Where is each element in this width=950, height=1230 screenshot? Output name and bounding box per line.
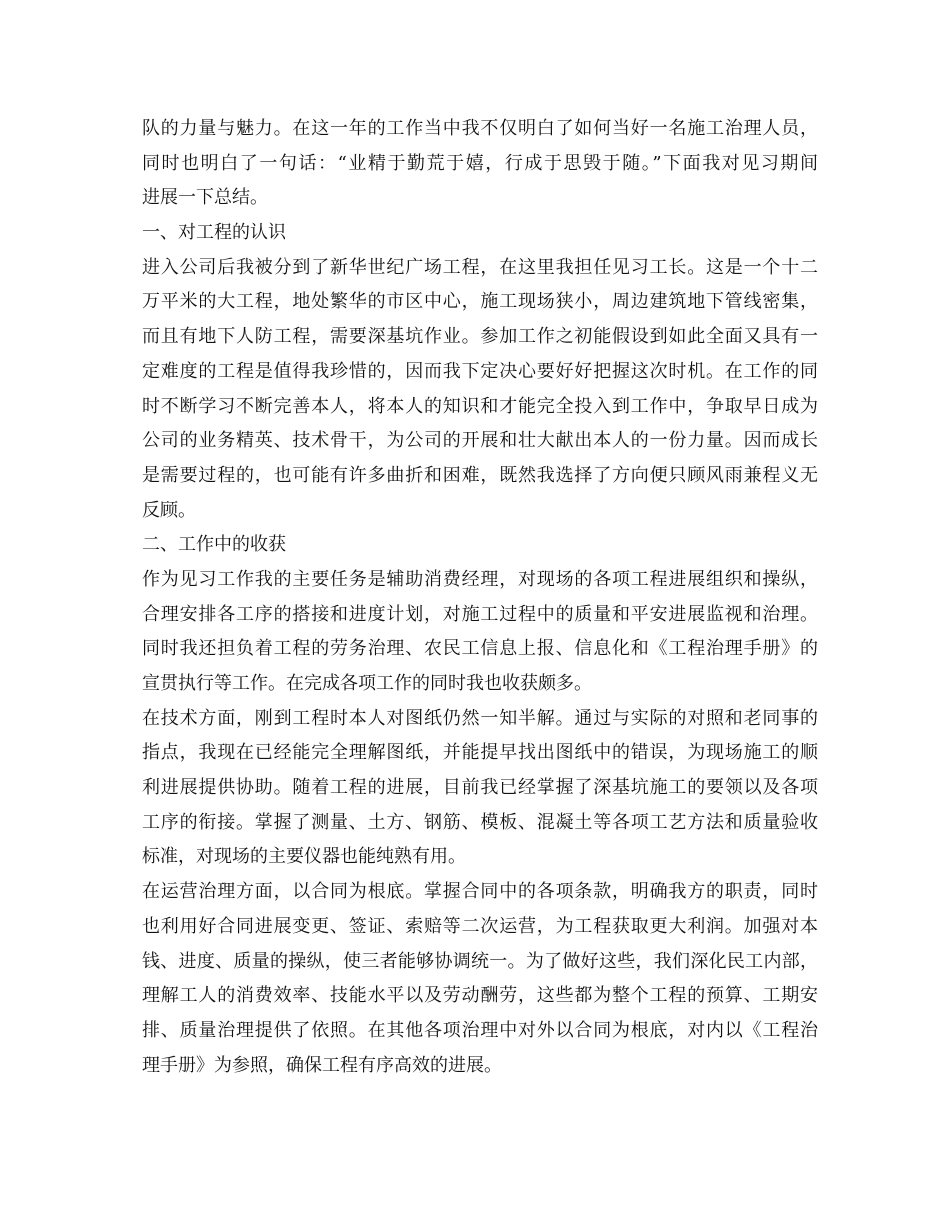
text-line: 合理安排各工序的搭接和进度计划，对施工过程中的质量和平安进展监视和治理。 <box>142 603 818 625</box>
text-line: 理手册》为参照，确保工程有序高效的进展。 <box>142 1054 502 1076</box>
text-line: 同时我还担负着工程的劳务治理、农民工信息上报、信息化和《工程治理手册》的 <box>142 638 818 660</box>
text-line: 公司的业务精英、技术骨干，为公司的开展和壮大献出本人的一份力量。因而成长 <box>142 430 818 452</box>
document-body <box>142 112 842 1083</box>
text-line: 队的力量与魅力。在这一年的工作当中我不仅明白了如何当好一名施工治理人员， <box>142 118 818 139</box>
text-line: 标准，对现场的主要仪器也能纯熟有用。 <box>142 846 466 868</box>
text-line: 二、工作中的收获 <box>142 534 286 556</box>
text-line: 定难度的工程是值得我珍惜的，因而我下定决心要好好把握这次时机。在工作的同 <box>142 360 818 382</box>
text-line: 指点，我现在已经能完全理解图纸，并能提早找出图纸中的错误，为现场施工的顺 <box>142 742 818 764</box>
text-line: 同时也明白了一句话：“业精于勤荒于嬉，行成于思毁于随。”下面我对见习期间 <box>142 152 818 174</box>
text-line: 作为见习工作我的主要任务是辅助消费经理，对现场的各项工程进展组织和操纵， <box>142 568 818 590</box>
text-line: 时不断学习不断完善本人，将本人的知识和才能完全投入到工作中，争取早日成为 <box>142 395 818 417</box>
text-line: 进入公司后我被分到了新华世纪广场工程，在这里我担任见习工长。这是一个十二 <box>142 256 818 278</box>
text-line: 钱、进度、质量的操纵，使三者能够协调统一。为了做好这些，我们深化民工内部， <box>142 950 818 972</box>
text-line: 在技术方面，刚到工程时本人对图纸仍然一知半解。通过与实际的对照和老同事的 <box>142 707 818 729</box>
text-line: 进展一下总结。 <box>142 187 268 209</box>
text-line: 而且有地下人防工程，需要深基坑作业。参加工作之初能假设到如此全面又具有一 <box>142 326 818 348</box>
text-line: 是需要过程的，也可能有许多曲折和困难，既然我选择了方向便只顾风雨兼程义无 <box>142 464 818 486</box>
text-line: 宣贯执行等工作。在完成各项工作的同时我也收获颇多。 <box>142 673 592 694</box>
text-line: 排、质量治理提供了依照。在其他各项治理中对外以合同为根底，对内以《工程治 <box>142 1019 818 1041</box>
text-line: 反顾。 <box>142 499 196 521</box>
text-line: 工序的衔接。掌握了测量、土方、钢筋、模板、混凝土等各项工艺方法和质量验收 <box>142 811 818 833</box>
text-line: 利进展提供协助。随着工程的进展，目前我已经掌握了深基坑施工的要领以及各项 <box>142 777 818 799</box>
text-line: 万平米的大工程，地处繁华的市区中心，施工现场狭小，周边建筑地下管线密集， <box>142 291 818 313</box>
text-line: 在运营治理方面，以合同为根底。掌握合同中的各项条款，明确我方的职责，同时 <box>142 881 818 903</box>
text-line: 一、对工程的认识 <box>142 222 286 244</box>
text-line: 也利用好合同进展变更、签证、索赔等二次运营，为工程获取更大利润。加强对本 <box>142 915 818 937</box>
text-line: 理解工人的消费效率、技能水平以及劳动酬劳，这些都为整个工程的预算、工期安 <box>142 985 818 1007</box>
